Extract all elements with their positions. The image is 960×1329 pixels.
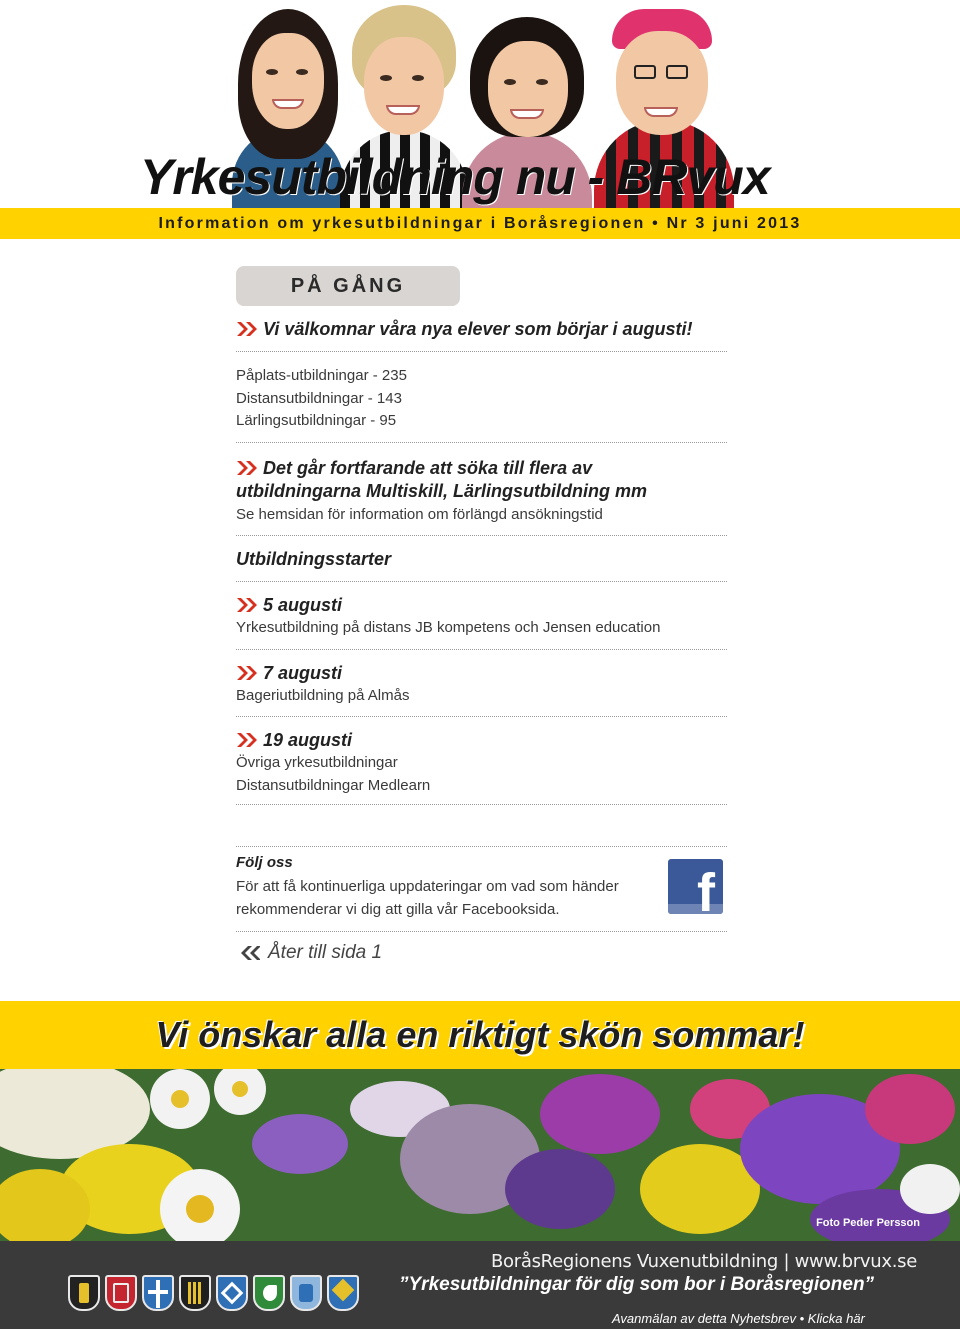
footer xyxy=(0,1241,960,1329)
apply-item xyxy=(236,443,727,537)
welcome-heading: Vi välkomnar våra nya elever som börjar i augusti! xyxy=(263,319,693,339)
start-description: Övriga yrkesutbildningar xyxy=(236,754,398,771)
facebook-icon[interactable]: f xyxy=(668,859,723,914)
stat-line: Påplats-utbildningar - 235 xyxy=(236,367,407,384)
crest-icon xyxy=(142,1275,174,1311)
start-item xyxy=(236,650,727,718)
footer-tagline: ”Yrkesutbildningar för dig som bor i Boråsregionen” xyxy=(399,1274,875,1295)
back-link-label[interactable]: Åter till sida 1 xyxy=(268,942,383,963)
crest-icon xyxy=(290,1275,322,1311)
photo-credit: Foto Peder Persson xyxy=(816,1217,920,1229)
section-badge: PÅ GÅNG xyxy=(236,266,460,306)
chevron-right-icon xyxy=(236,732,258,748)
start-description: Bageriutbildning på Almås xyxy=(236,686,410,704)
crest-icon xyxy=(253,1275,285,1311)
starts-heading: Utbildningsstarter xyxy=(236,549,392,569)
crest-icon xyxy=(216,1275,248,1311)
crest-icon xyxy=(327,1275,359,1311)
chevron-right-icon xyxy=(236,665,258,681)
crest-icon xyxy=(68,1275,100,1311)
start-item xyxy=(236,582,727,650)
start-description: Distansutbildningar Medlearn xyxy=(236,776,431,794)
flower-illustration xyxy=(0,1069,960,1241)
summer-greeting: Vi önskar alla en riktigt skön sommar! xyxy=(155,1014,805,1055)
crest-icon xyxy=(105,1275,137,1311)
welcome-item xyxy=(236,318,727,352)
chevron-left-icon xyxy=(236,945,260,961)
follow-text-line: För att få kontinuerliga uppdateringar om vad som händer xyxy=(236,878,619,895)
follow-text xyxy=(236,876,656,921)
flower-photo xyxy=(0,1069,960,1241)
start-item xyxy=(236,717,727,805)
chevron-right-icon xyxy=(236,597,258,613)
stat-line: Lärlingsutbildningar - 95 xyxy=(236,412,397,429)
chevron-right-icon xyxy=(236,460,258,476)
enrollment-stats xyxy=(236,352,727,443)
start-description: Yrkesutbildning på distans JB kompetens och Jensen education xyxy=(236,619,661,636)
apply-text: Se hemsidan för information om förlängd ansökningstid xyxy=(236,505,603,523)
summer-banner xyxy=(0,1001,960,1069)
header-photo xyxy=(0,0,960,208)
apply-heading: Det går fortfarande att söka till flera av xyxy=(263,457,593,478)
start-date: 5 augusti xyxy=(263,595,343,615)
apply-heading-cont: utbildningarna Multiskill, Lärlingsutbildning mm xyxy=(236,480,647,501)
stat-line: Distansutbildningar - 143 xyxy=(236,389,402,407)
starts-heading-item xyxy=(236,536,727,582)
issue-info-bar xyxy=(0,208,960,239)
follow-text-line: rekommenderar vi dig att gilla vår Facebooksida. xyxy=(236,900,560,918)
chevron-right-icon xyxy=(236,321,258,337)
follow-heading: Följ oss xyxy=(236,854,293,871)
start-date: 7 augusti xyxy=(263,662,343,683)
municipality-crests xyxy=(68,1275,359,1311)
unsubscribe-link[interactable]: Avanmälan av detta Nyhetsbrev • Klicka här xyxy=(612,1311,865,1326)
follow-us-box xyxy=(236,846,727,932)
main-content xyxy=(236,266,727,805)
organization-line[interactable]: BoråsRegionens Vuxenutbildning | www.brvux.se xyxy=(491,1251,917,1272)
crest-icon xyxy=(179,1275,211,1311)
back-to-page-1-link[interactable] xyxy=(236,942,382,964)
issue-info-text: Information om yrkesutbildningar i Boråsregionen • Nr 3 juni 2013 xyxy=(158,214,802,232)
start-date: 19 augusti xyxy=(263,730,353,750)
masthead-title: Yrkesutbildning nu - BRvux xyxy=(140,149,770,205)
